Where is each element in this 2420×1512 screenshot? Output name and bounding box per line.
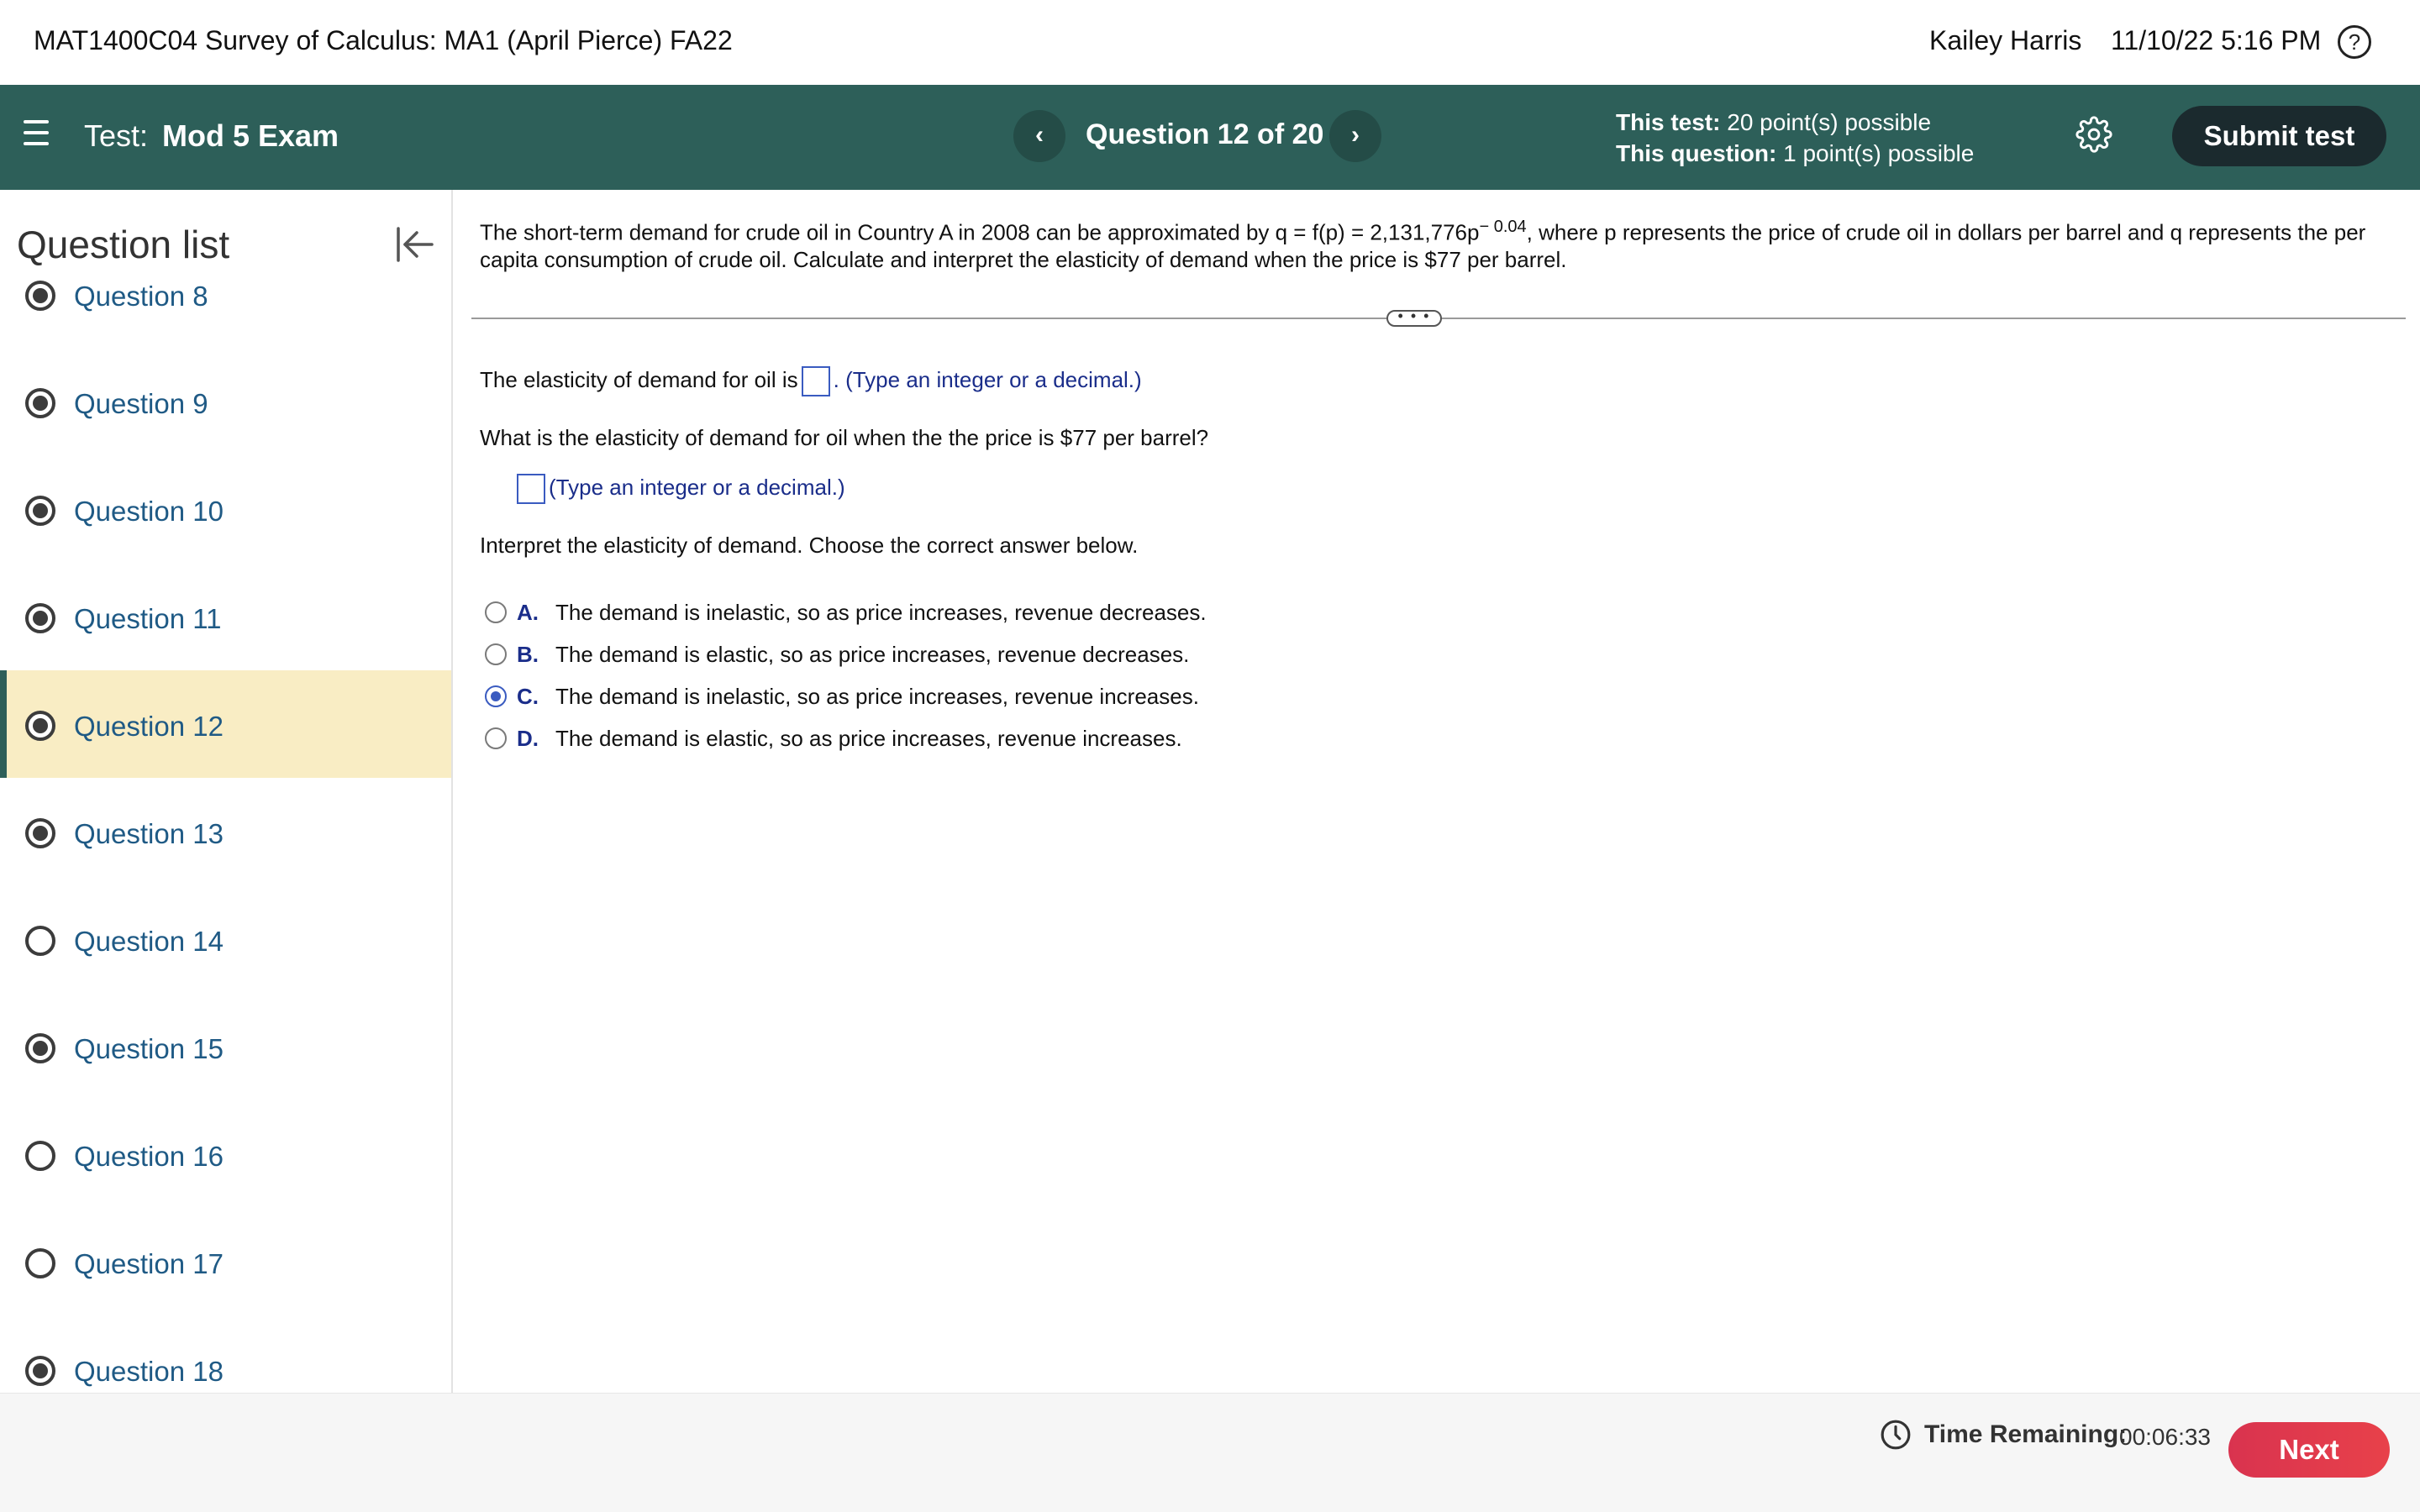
option-radio[interactable]	[485, 643, 507, 665]
option-letter: A.	[517, 600, 539, 625]
sidebar-item-label: Question 8	[74, 281, 208, 312]
sidebar-item-label: Question 12	[74, 711, 224, 742]
answered-status-icon	[25, 603, 55, 633]
gear-icon[interactable]	[2075, 116, 2112, 153]
option-radio[interactable]	[485, 727, 507, 749]
clock-icon	[1880, 1419, 1912, 1451]
part2-answer-line	[513, 474, 845, 504]
part1-line	[480, 366, 1142, 396]
question-list-sidebar	[0, 190, 453, 1393]
question-stem-exponent: − 0.04	[1479, 218, 1527, 236]
test-label: Test:	[84, 118, 149, 153]
sidebar-item-label: Question 18	[74, 1356, 224, 1387]
option-radio[interactable]	[485, 601, 507, 623]
answered-status-icon	[25, 388, 55, 418]
footer-bar	[0, 1393, 2420, 1512]
sidebar-item-question[interactable]	[0, 563, 451, 670]
help-icon[interactable]: ?	[2338, 25, 2371, 59]
sidebar-item-question[interactable]	[0, 885, 451, 993]
top-bar	[0, 0, 2420, 85]
course-title: MAT1400C04 Survey of Calculus: MA1 (April Pierce) FA22	[34, 25, 733, 55]
points-info	[1616, 107, 1974, 169]
question-panel	[455, 190, 2420, 1393]
option-letter: D.	[517, 726, 539, 751]
sidebar-item-label: Question 15	[74, 1033, 224, 1064]
sidebar-item-question[interactable]	[0, 1208, 451, 1315]
question-stem-part1: The short-term demand for crude oil in Country A in 2008 can be approximated by q = f(p) = 2,131,776p	[480, 219, 1480, 245]
this-test-value: 20 point(s) possible	[1727, 109, 1932, 135]
test-header	[0, 85, 2420, 190]
option-text: The demand is inelastic, so as price increases, revenue increases.	[555, 684, 1199, 709]
elasticity-formula-answer-box[interactable]	[802, 366, 830, 396]
question-stem	[480, 213, 2396, 273]
sidebar-item-question[interactable]	[0, 993, 451, 1100]
sidebar-item-question[interactable]	[0, 1100, 451, 1208]
time-remaining-label: Time Remaining:	[1924, 1420, 2128, 1448]
answered-status-icon	[25, 818, 55, 848]
sidebar-item-label: Question 10	[74, 496, 224, 527]
user-name: Kailey Harris	[1929, 25, 2082, 55]
option-text: The demand is elastic, so as price increases, revenue decreases.	[555, 642, 1190, 667]
option-letter: C.	[517, 684, 539, 709]
part3-question: Interpret the elasticity of demand. Choose the correct answer below.	[480, 533, 1139, 558]
answered-status-icon	[25, 1356, 55, 1386]
answered-status-icon	[25, 1033, 55, 1063]
this-question-label: This question:	[1616, 140, 1777, 166]
answered-status-icon	[25, 496, 55, 526]
test-name: Mod 5 Exam	[162, 118, 339, 153]
unanswered-status-icon	[25, 1141, 55, 1171]
next-button[interactable]: Next	[2228, 1422, 2390, 1478]
next-question-button[interactable]: ›	[1329, 110, 1381, 162]
question-counter: Question 12 of 20	[1086, 118, 1324, 150]
previous-question-button[interactable]: ‹	[1013, 110, 1065, 162]
menu-icon[interactable]	[24, 120, 49, 150]
part2-question: What is the elasticity of demand for oil when the the price is $77 per barrel?	[480, 425, 1209, 450]
sidebar-item-question[interactable]	[0, 348, 451, 455]
option-text: The demand is inelastic, so as price increases, revenue decreases.	[555, 600, 1207, 625]
divider-handle[interactable]: • • •	[1386, 310, 1442, 327]
this-question-value: 1 point(s) possible	[1783, 140, 1975, 166]
unanswered-status-icon	[25, 926, 55, 956]
answered-status-icon	[25, 281, 55, 311]
time-remaining-value: 00:06:33	[2119, 1424, 2211, 1450]
elasticity-value-answer-box[interactable]	[517, 474, 545, 504]
question-stem-part2: , where p represents the price of crude oil in dollars per barrel and q represents the per capita consumption of crude oil. Calculate and interpret the elasticity of demand when the price is $77 per barrel.	[480, 219, 2366, 272]
option-text: The demand is elastic, so as price increases, revenue increases.	[555, 726, 1182, 751]
part2-hint: (Type an integer or a decimal.)	[549, 474, 845, 500]
sidebar-item-label: Question 16	[74, 1141, 224, 1172]
sidebar-item-question[interactable]	[0, 778, 451, 885]
sidebar-item-label: Question 14	[74, 926, 224, 957]
part1-hint: . (Type an integer or a decimal.)	[833, 366, 1142, 392]
unanswered-status-icon	[25, 1248, 55, 1278]
option-letter: B.	[517, 642, 539, 667]
sidebar-item-label: Question 11	[74, 603, 222, 634]
question-list-title: Question list	[17, 223, 230, 266]
this-test-label: This test:	[1616, 109, 1721, 135]
datetime: 11/10/22 5:16 PM	[2111, 25, 2322, 55]
sidebar-item-label: Question 9	[74, 388, 208, 419]
sidebar-item-question[interactable]	[0, 455, 451, 563]
sidebar-item-question[interactable]	[0, 1315, 451, 1393]
sidebar-item-label: Question 13	[74, 818, 224, 849]
sidebar-item-question[interactable]	[0, 240, 451, 348]
sidebar-item-label: Question 17	[74, 1248, 224, 1279]
option-radio[interactable]	[485, 685, 507, 707]
answered-status-icon	[25, 711, 55, 741]
part1-text: The elasticity of demand for oil is	[480, 366, 798, 392]
sidebar-item-question[interactable]	[0, 670, 451, 778]
submit-test-button[interactable]: Submit test	[2172, 106, 2386, 166]
